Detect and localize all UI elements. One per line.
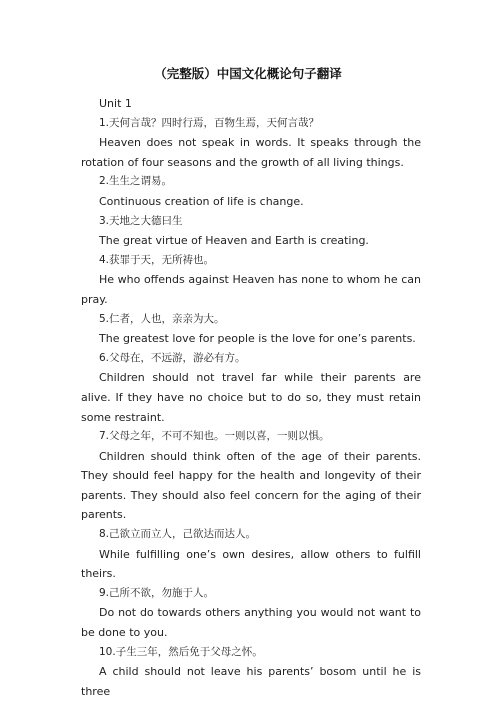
sentence-english: Continuous creation of life is change. — [99, 194, 304, 208]
sentence-chinese: 8.己欲立而立人，己欲达而达人。 — [99, 528, 257, 541]
sentence-english: Children should think often of the age of their parents. They should feel happy for the health and longevity of their parents. They should also feel concern for the aging of their parents. — [81, 449, 421, 522]
sentence-chinese: 3.天地之大德曰生 — [99, 214, 183, 227]
sentence-english: Children should not travel far while their parents are alive. If they have no choice but to do so, they must retain some restraint. — [81, 371, 421, 424]
sentence-chinese: 9.己所不欲，勿施于人。 — [99, 586, 215, 599]
sentence-english: He who offends against Heaven has none to whom he can pray. — [81, 273, 421, 306]
sentence-chinese: 7.父母之年，不可不知也。一则以喜，一则以惧。 — [99, 430, 330, 443]
sentence-english: While fulfilling one’s own desires, allow others to fulfill theirs. — [81, 547, 421, 581]
sentence-english: Heaven does not speak in words. It speaks through the rotation of four seasons and the growth of all living things. — [81, 136, 421, 169]
document-title: （完整版）中国文化概论句子翻译 — [154, 66, 342, 81]
sentence-english: A child should not leave his parents’ bosom until he is three — [81, 665, 421, 698]
sentence-chinese: 6.父母在，不远游，游必有方。 — [99, 351, 246, 364]
sentence-english: Do not do towards others anything you would not want to be done to you. — [81, 606, 421, 640]
sentence-english: The great virtue of Heaven and Earth is creating. — [99, 234, 369, 248]
sentence-chinese: 2.生生之谓易。 — [99, 175, 173, 188]
sentence-chinese: 5.仁者，人也，亲亲为大。 — [99, 312, 225, 325]
sentence-chinese: 1.天何言哉？四时行焉，百物生焉，天何言哉？ — [99, 116, 320, 129]
sentence-chinese: 10.子生三年，然后免于父母之怀。 — [99, 645, 263, 658]
document-body — [81, 94, 421, 701]
sentence-english: The greatest love for people is the love for one’s parents. — [99, 332, 416, 346]
sentence-chinese: 4.获罪于天，无所祷也。 — [99, 253, 215, 266]
unit-heading: Unit 1 — [99, 97, 132, 110]
